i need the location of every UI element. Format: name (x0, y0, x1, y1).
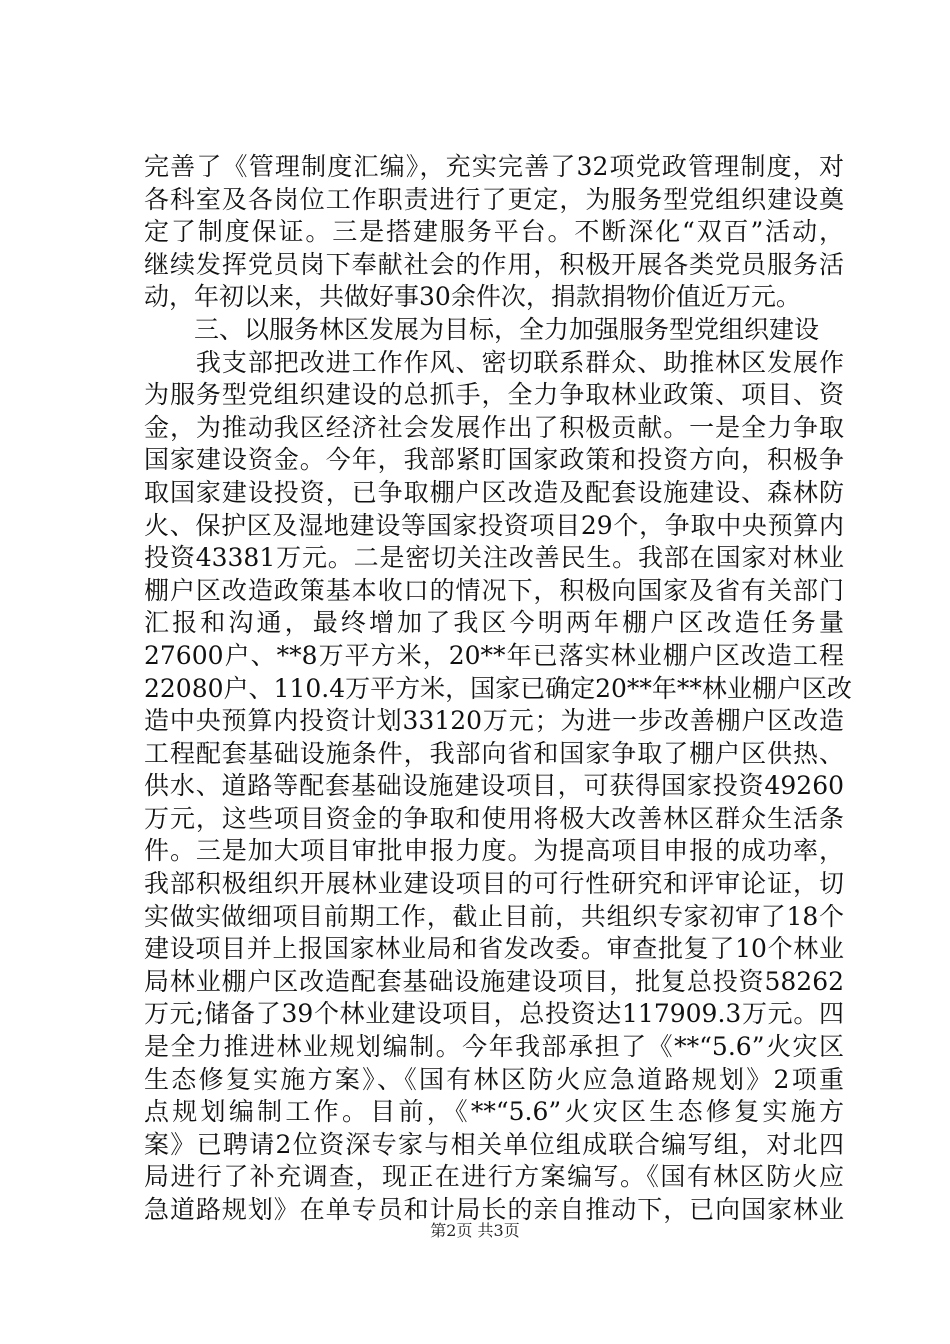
text-line: 金，为推动我区经济社会发展作出了积极贡献。一是全力争取 (144, 412, 844, 442)
text-line: 是全力推进林业规划编制。今年我部承担了《**“5.6”火灾区 (144, 1032, 844, 1062)
text-line: 国家建设资金。今年，我部紧盯国家政策和投资方向，积极争 (144, 445, 844, 475)
text-line: 造中央预算内投资计划33120万元；为进一步改善棚户区改造 (144, 706, 844, 736)
text-line: 急道路规划》在单专员和计局长的亲自推动下，已向国家林业 (144, 1195, 844, 1224)
text-line: 投资43381万元。二是密切关注改善民生。我部在国家对林业 (144, 543, 844, 573)
text-line: 动，年初以来，共做好事30余件次，捐款捐物价值近万元。 (144, 282, 801, 312)
text-line: 完善了《管理制度汇编》，充实完善了32项党政管理制度，对 (144, 152, 844, 181)
text-line: 点规划编制工作。目前，《**“5.6”火灾区生态修复实施方 (144, 1097, 844, 1127)
text-line: 汇报和沟通，最终增加了我区今明两年棚户区改造任务量 (144, 608, 844, 638)
text-line: 工程配套基础设施条件，我部向省和国家争取了棚户区供热、 (144, 738, 844, 768)
text-line: 生态修复实施方案》、《国有林区防火应急道路规划》2项重 (144, 1064, 844, 1094)
text-line: 为服务型党组织建设的总抓手，全力争取林业政策、项目、资 (144, 380, 844, 410)
text-line: 局进行了补充调查，现正在进行方案编写。《国有林区防火应 (144, 1162, 844, 1192)
text-line: 我支部把改进工作作风、密切联系群众、助推林区发展作 (144, 347, 844, 377)
text-line: 万元，这些项目资金的争取和使用将极大改善林区群众生活条 (144, 803, 844, 833)
document-body (144, 151, 852, 1227)
text-line: 继续发挥党员岗下奉献社会的作用，积极开展各类党员服务活 (144, 249, 844, 279)
text-line: 22080户、110.4万平方米，国家已确定20**年**林业棚户区改 (144, 673, 852, 703)
text-line: 我部积极组织开展林业建设项目的可行性研究和评审论证，切 (144, 869, 844, 899)
text-line: 27600户、**8万平方米，20**年已落实林业棚户区改造工程 (144, 640, 844, 670)
text-line: 棚户区改造政策基本收口的情况下，积极向国家及省有关部门 (144, 575, 844, 605)
text-line: 火、保护区及湿地建设等国家投资项目29个，争取中央预算内 (144, 510, 844, 540)
text-line: 定了制度保证。三是搭建服务平台。不断深化“双百”活动， (144, 217, 844, 247)
text-line: 实做实做细项目前期工作，截止目前，共组织专家初审了18个 (144, 901, 844, 931)
text-line: 建设项目并上报国家林业局和省发改委。审查批复了10个林业 (144, 934, 844, 964)
text-line: 件。三是加大项目审批申报力度。为提高项目申报的成功率， (144, 836, 844, 866)
section-heading: 三、以服务林区发展为目标，全力加强服务型党组织建设 (144, 314, 820, 344)
page-footer: 第2页 共3页 (430, 1221, 520, 1240)
text-line: 供水、道路等配套基础设施建设项目，可获得国家投资49260 (144, 771, 844, 801)
text-line: 局林业棚户区改造配套基础设施建设项目，批复总投资58262 (144, 966, 844, 996)
text-line: 万元;储备了39个林业建设项目，总投资达117909.3万元。四 (144, 999, 844, 1029)
text-line: 案》已聘请2位资深专家与相关单位组成联合编写组，对北四 (144, 1129, 844, 1159)
text-line: 各科室及各岗位工作职责进行了更定，为服务型党组织建设奠 (144, 184, 844, 214)
text-line: 取国家建设投资，已争取棚户区改造及配套设施建设、森林防 (144, 477, 844, 507)
